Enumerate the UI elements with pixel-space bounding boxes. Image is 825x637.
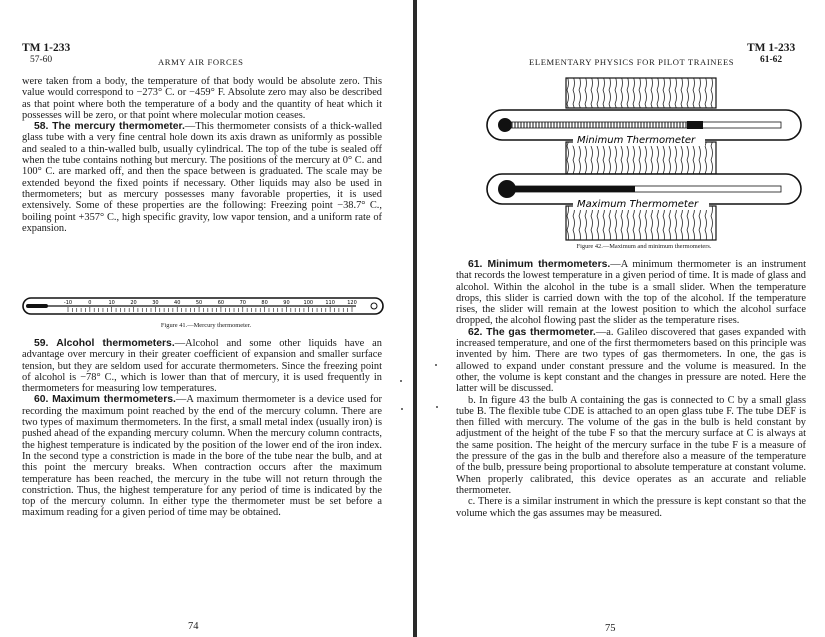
mercury-column [515, 186, 635, 192]
left-running-head: ARMY AIR FORCES [158, 57, 244, 67]
margin-dot [401, 408, 403, 410]
right-page [417, 0, 825, 637]
scale-label: 20 [130, 300, 137, 306]
maximum-bulb [498, 180, 516, 198]
left-page-number: 74 [188, 621, 199, 632]
paragraph-62a-text: —a. Galileo discovered that gases expanded with increased temperature, and one of the first thermometers based on this principle was invented by him. There are two types of gas thermometers. In one, the gas is allowed to expand under constant pressure and the volume is measured. In the other, the volume is kept constant and the changes in pressure are noted. Here the latter will be discussed. [456, 326, 806, 395]
margin-dot [400, 380, 402, 382]
paragraph-62a [456, 327, 806, 395]
paragraph-58-text: —This thermometer consists of a thick-walled glass tube with a very fine central hole down its axis drawn as uniformly as possible and sealed to a thin-walled bulb, usually cylindrical. The top of the tube is sealed off when the tube contains nothing but mercury. The positions of the mercury at 0° C. and 100° C. are marked off, and then the space between is graduated. The scale may be extended beyond the fixed points if necessary. Other liquids may also be used in thermometers; but as mercury possesses many favorable properties, it is used extensively. Some of these properties are the following: Freezing point −38.7° C., boiling point +357° C., high specific gravity, low vapor tension, and a uniform rate of expansion. [22, 121, 383, 234]
right-text [456, 259, 806, 519]
paragraph-61 [456, 259, 806, 327]
minimum-slider [687, 121, 703, 129]
paragraph-62-heading: 62. The gas thermometer. [468, 326, 596, 338]
paragraph-62c: c. There is a similar instrument in which the pressure is kept constant so that the volume which the gas assumes may be measured. [456, 496, 806, 519]
figure-42-caption: Figure 42.—Maximum and minimum thermometers. [576, 243, 712, 250]
thermometer-bulb [26, 304, 48, 308]
left-text-bottom [22, 338, 382, 519]
wood-block-top [566, 78, 716, 108]
left-text-top [22, 76, 382, 234]
margin-dot [435, 364, 437, 366]
minimum-label: Minimum Thermometer [577, 135, 696, 146]
scale-label: 110 [325, 300, 335, 306]
left-header-sections: 57-60 [30, 55, 53, 65]
minimum-bulb [498, 118, 512, 132]
scale-label: -10 [63, 300, 73, 306]
right-page-number: 75 [605, 623, 616, 634]
paragraph-59-heading: 59. Alcohol thermometers. [34, 338, 175, 349]
wood-block-bottom [566, 206, 716, 240]
paragraph-59 [22, 338, 382, 394]
max-min-thermometer-figure [481, 76, 807, 242]
scale-label: 70 [239, 300, 246, 306]
paragraph-61-text: —A minimum thermometer is an instrument that records the lowest temperature in a given period of time. It is made of glass and alcohol. Within the alcohol in the tube is a small slider. When the temperature drops, this slider is carried down with the top of the alcohol. If the temperature rises, the slider will remain at the lowest position to which the alcohol surface dropped, the alcohol flowing past the slider as the temperature rises. [456, 259, 806, 327]
paragraph-62b: b. In figure 43 the bulb A containing the gas is connected to C by a small glass tube B. The flexible tube CDE is attached to an open glass tube F. The tube DEF is then filled with mercury. The volume of the gas in the bulb is held constant by adjustment of the height of the tube F so that the mercury surface at C is always at the same position. The height of the mercury surface in the tube F is a measure of the pressure of the gas in the bulb and therefore also a measure of the temperature of the bulb, pressure being proportional to absolute temperature at constant volume. When properly calibrated, this device operates as an accurate and reliable thermometer. [456, 394, 806, 496]
scale-label: 30 [152, 300, 159, 306]
paragraph-59-text: —Alcohol and some other liquids have an advantage over mercury in their greater coefficient of expansion and smaller surface tension, but they are seldom used for accurate thermometers. Since the freezing point of alcohol is −78° C., which is lower than that of mercury, it is used frequently in thermometers for measuring low temperatures. [22, 338, 382, 395]
scale-label: 0 [88, 300, 92, 306]
scale-label: 80 [261, 300, 268, 306]
paragraph-61-heading: 61. Minimum thermometers. [468, 259, 611, 270]
paragraph-58 [22, 121, 382, 234]
paragraph-60-heading: 60. Maximum thermometers. [34, 394, 176, 406]
left-header-code: TM 1-233 [22, 42, 71, 54]
scale-label: 50 [195, 300, 203, 306]
margin-dot [436, 406, 438, 408]
scale-label: 60 [217, 300, 225, 306]
paragraph-60-text: —A maximum thermometer is a device used for recording the maximum point reached by the end of the mercury column. There are two types of maximum thermometers. In the first, a small metal index (usually iron) is pushed ahead of the expanding mercury column. When the mercury column contracts, the highest temperature is indicated by the position of the lower end of the iron index. In the second type a constriction is made in the bore of the tube near the bulb, and at this point the mercury breaks. When contraction occurs after the maximum temperature has been reached, the mercury in the tube will not return through the constriction. Thus, the highest temperature for any period of time is indicated by the top of the mercury column. In either type the thermometer must be set before a maximum reading for a given period of time may be obtained. [22, 394, 383, 519]
mercury-thermometer-figure [22, 293, 390, 319]
scale-label: 10 [108, 300, 115, 306]
scale-label: 120 [347, 300, 357, 306]
intro-paragraph: were taken from a body, the temperature of that body would be absolute zero. This value would correspond to −273° C. or −459° F. Absolute zero may also be described as that point where both the temperature of a body and the quantity of heat which it possesses will be zero, or that point where molecular motion ceases. [22, 76, 382, 121]
paragraph-58-heading: 58. The mercury thermometer. [34, 121, 185, 133]
paragraph-60 [22, 394, 382, 518]
right-running-head: ELEMENTARY PHYSICS FOR PILOT TRAINEES [529, 57, 735, 67]
right-header-sections: 61-62 [760, 55, 783, 65]
right-header-code: TM 1-233 [747, 42, 796, 54]
scale-label: 40 [174, 300, 181, 306]
wood-block-middle [566, 142, 716, 174]
figure-41-caption: Figure 41.—Mercury thermometer. [160, 322, 252, 329]
alcohol-column [511, 122, 691, 128]
maximum-label: Maximum Thermometer [577, 199, 699, 210]
scale-label: 100 [303, 300, 314, 306]
scale-label: 90 [283, 300, 290, 306]
